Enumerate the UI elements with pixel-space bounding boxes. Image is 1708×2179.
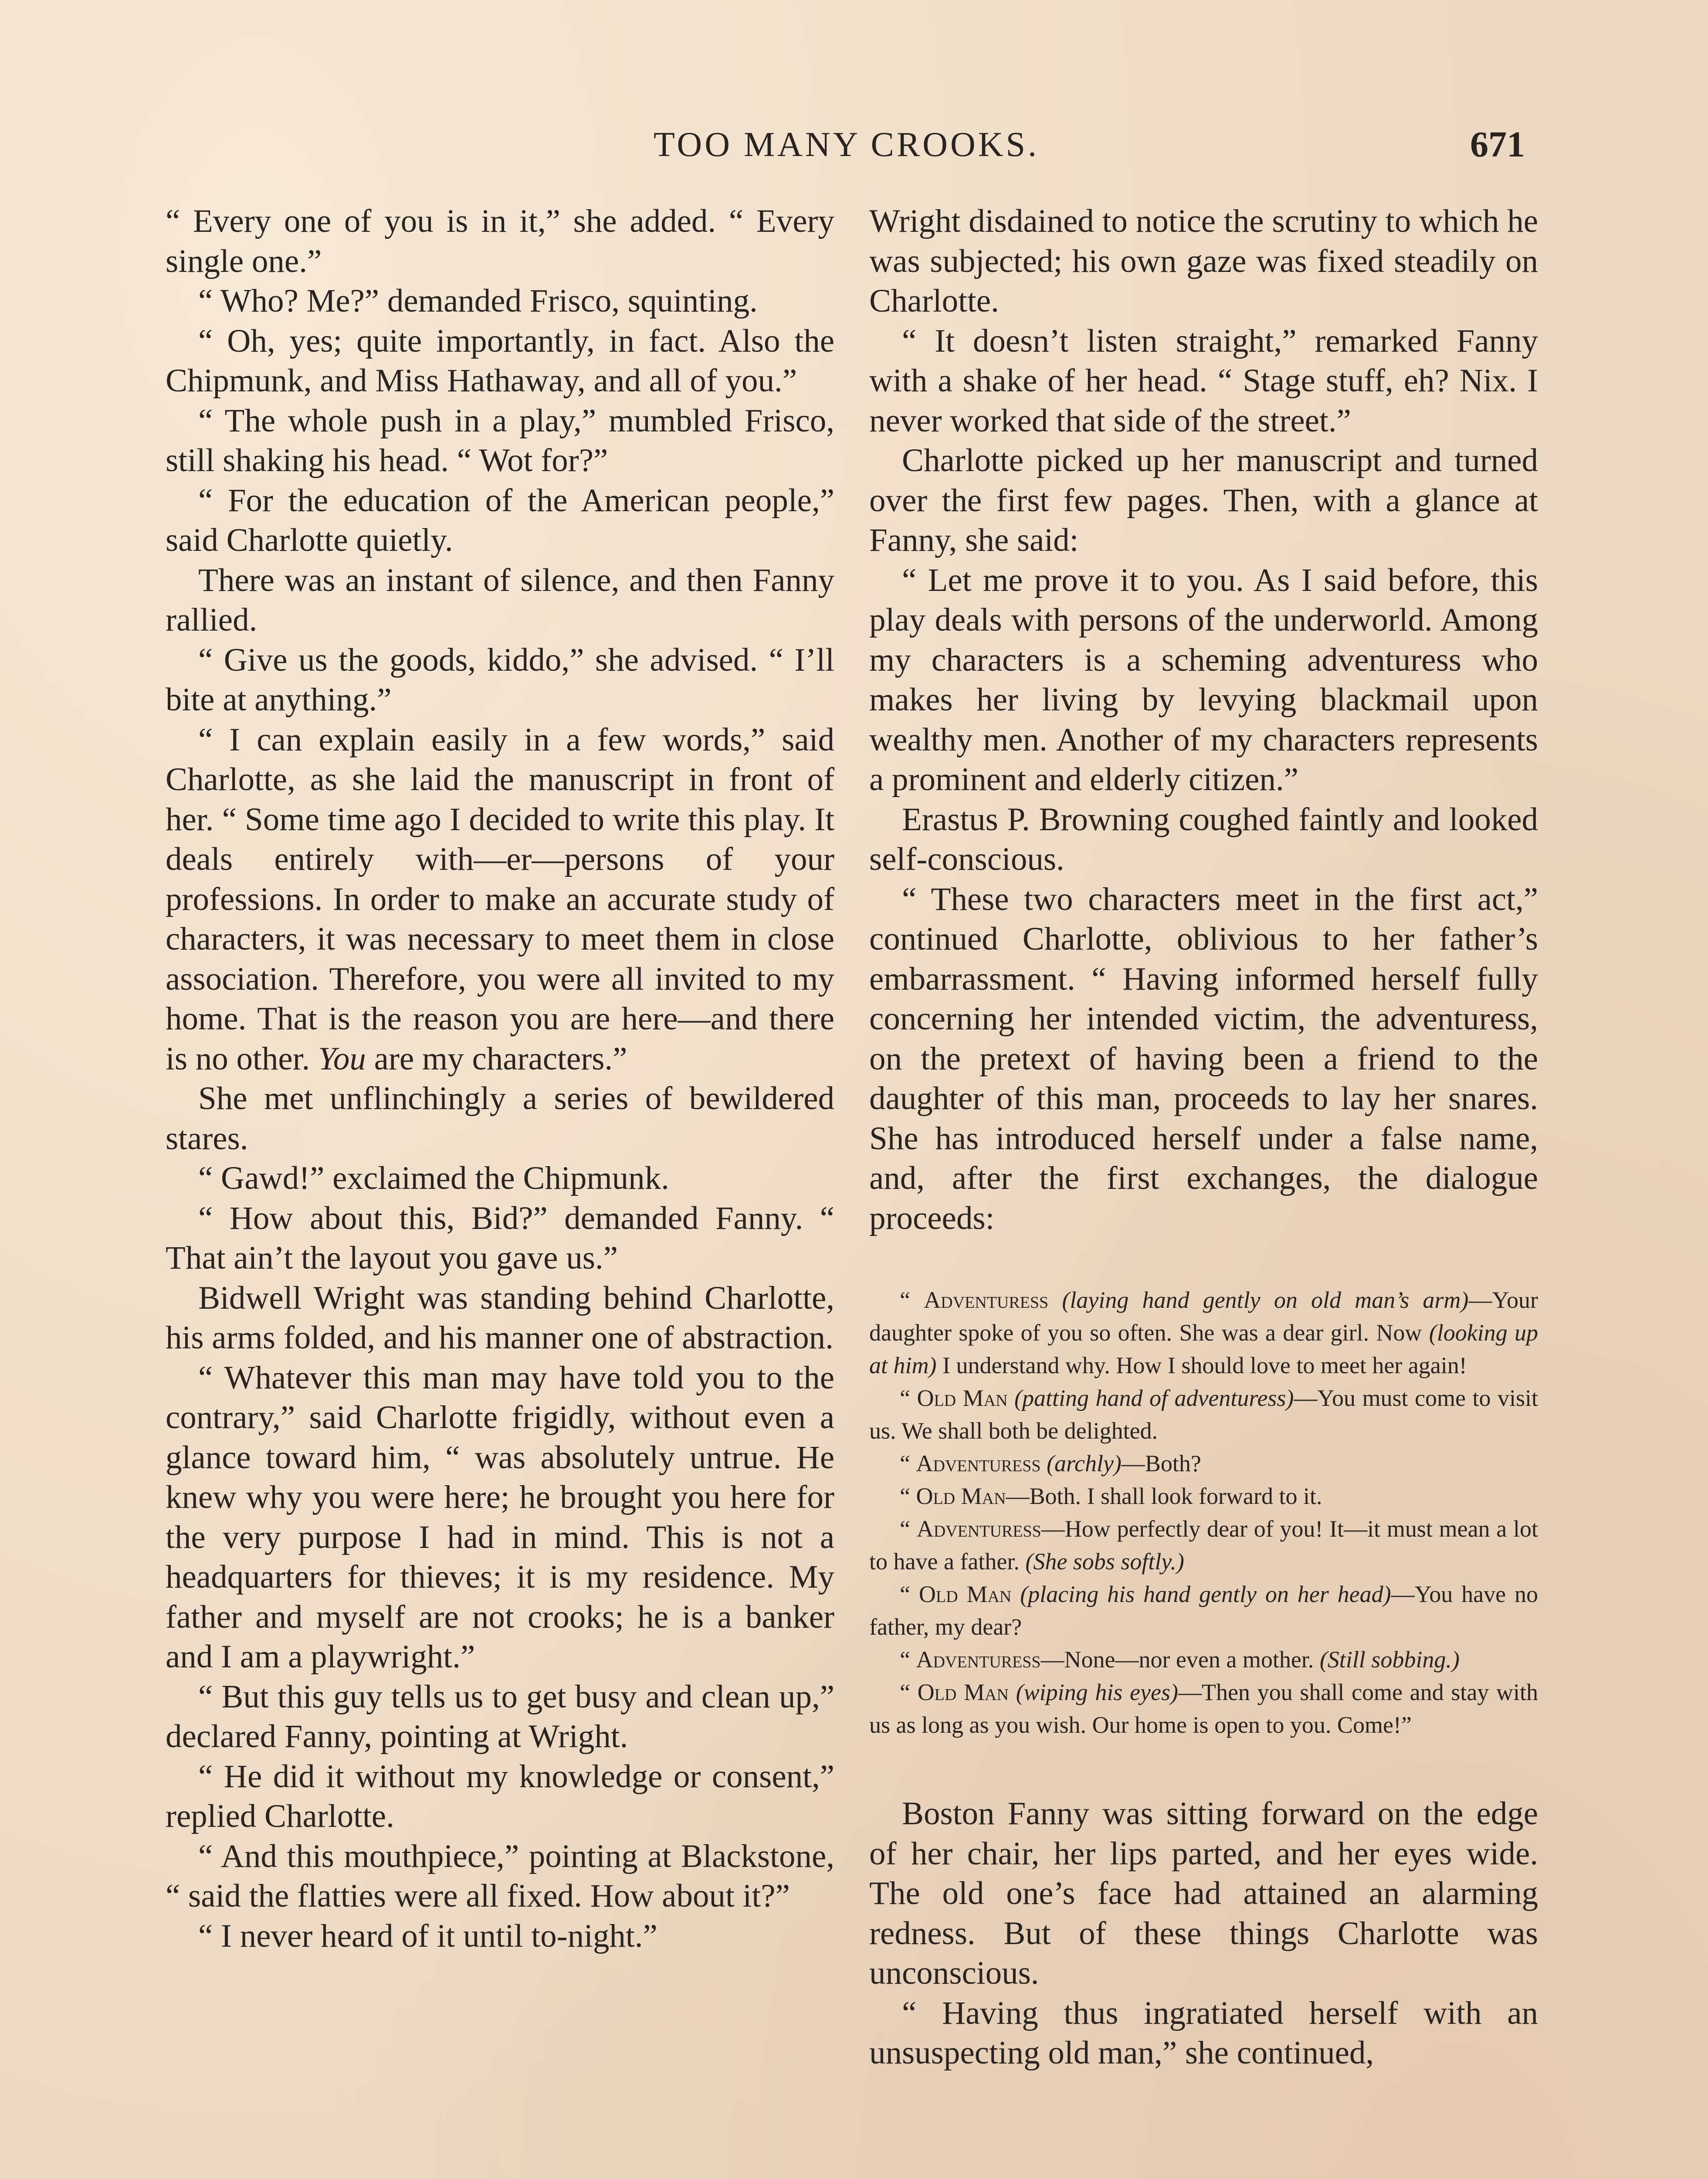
stage-direction: (Still sobbing.) <box>1314 1646 1460 1673</box>
emphasis-word: You <box>318 1040 366 1077</box>
speaker-name: Adventuress <box>916 1516 1041 1542</box>
quote-mark: “ <box>900 1287 924 1313</box>
paragraph: “ Let me prove it to you. As I said before, this play deals with persons of the underworld. Among my characters is a scheming adventuress who makes her living by levying blackmail upon wealthy men. Another of my characters represents a prominent and elderly citizen.” <box>869 562 1538 798</box>
dialogue-line <box>869 1382 1538 1447</box>
paragraph <box>166 720 834 1079</box>
quote-mark: “ <box>900 1450 916 1476</box>
dialogue-line <box>869 1480 1538 1513</box>
paragraph: “ How about this, Bid?” demanded Fanny. “ That ain’t the layout you gave us.” <box>166 1200 834 1276</box>
paragraph: “ But this guy tells us to get busy and clean up,” declared Fanny, pointing at Wright. <box>166 1678 834 1755</box>
paragraph: Bidwell Wright was standing behind Charlotte, his arms folded, and his manner one of abstraction. <box>166 1280 834 1356</box>
paragraph-text: “ I can explain easily in a few words,” said Charlotte, as she laid the manuscript in front of her. “ Some time ago I decided to write this play. It deals entirely with—er—persons of your professions. In order to make an accurate study of characters, it was necessary to meet them in close association. Therefore, you were all invited to my home. That is the reason you are here—and there is no other. <box>166 721 834 1077</box>
stage-direction: (placing his hand gently on her head) <box>1011 1581 1391 1607</box>
dialogue-line <box>869 1643 1538 1676</box>
speaker-name: Old Man <box>916 1483 1006 1509</box>
speaker-name: Adventuress <box>924 1287 1049 1313</box>
spoken-line: —Then you shall come and stay with us as long as you wish. Our home is open to you. Come!” <box>869 1679 1538 1738</box>
paragraph: She met unflinchingly a series of bewildered stares. <box>166 1080 834 1157</box>
paragraph: “ Every one of you is in it,” she added. “ Every single one.” <box>166 203 834 279</box>
paragraph: “ And this mouthpiece,” pointing at Blackstone, “ said the flatties were all fixed. How about it?” <box>166 1838 834 1914</box>
paragraph: “ Oh, yes; quite importantly, in fact. Also the Chipmunk, and Miss Hathaway, and all of you.” <box>166 322 834 399</box>
quote-mark: “ <box>900 1581 919 1607</box>
paragraph: “ These two characters meet in the first act,” continued Charlotte, oblivious to her father’s embarrassment. “ Having informed herself fully concerning her intended victim, the adventuress, on the pretext of having been a friend to the daughter of this man, proceeds to lay her snares. She has introduced herself under a false name, and, after the first exchanges, the dialogue proceeds: <box>869 881 1538 1236</box>
quote-mark: “ <box>900 1385 917 1411</box>
left-column <box>166 201 834 1956</box>
paragraph: “ Who? Me?” demanded Frisco, squinting. <box>198 283 758 319</box>
paragraph: “ Give us the goods, kiddo,” she advised. “ I’ll bite at anything.” <box>166 641 834 718</box>
stage-direction: (laying hand gently on old man’s arm) <box>1048 1287 1469 1313</box>
quote-mark: “ <box>900 1679 918 1705</box>
spoken-line: —Your daughter spoke of you so often. She was a dear girl. Now <box>869 1287 1538 1346</box>
paragraph: Charlotte picked up her manuscript and turned over the first few pages. Then, with a glance at Fanny, she said: <box>869 442 1538 558</box>
stage-direction: (She sobs softly.) <box>1019 1548 1184 1575</box>
quote-mark: “ <box>900 1483 916 1509</box>
play-dialogue <box>869 1284 1538 1741</box>
stage-direction: (looking up at him) <box>869 1320 1538 1378</box>
spoken-line: —You must come to visit us. We shall both be delighted. <box>869 1385 1538 1444</box>
paragraph: Erastus P. Browning coughed faintly and looked self-conscious. <box>869 801 1538 877</box>
speaker-name: Old Man <box>917 1385 1008 1411</box>
dialogue-line <box>869 1513 1538 1578</box>
paragraph: “ I never heard of it until to-night.” <box>198 1918 657 1954</box>
paragraph: “ Gawd!” exclaimed the Chipmunk. <box>198 1160 669 1196</box>
paragraph: “ For the education of the American people,” said Charlotte quietly. <box>166 482 834 558</box>
stage-direction: (wiping his eyes) <box>1008 1679 1178 1705</box>
paragraph: “ The whole push in a play,” mumbled Frisco, still shaking his head. “ Wot for?” <box>166 402 834 479</box>
paragraph-tail: are my characters.” <box>366 1040 627 1077</box>
page-header <box>183 123 1525 175</box>
spoken-line: —You have no father, my dear? <box>869 1581 1538 1640</box>
quote-mark: “ <box>900 1516 917 1542</box>
stage-direction: (patting hand of adventuress) <box>1007 1385 1294 1411</box>
spoken-line: —Both? <box>1121 1450 1201 1476</box>
dialogue-line <box>869 1447 1538 1480</box>
paragraph: “ He did it without my knowledge or consent,” replied Charlotte. <box>166 1758 834 1834</box>
paragraph: “ It doesn’t listen straight,” remarked Fanny with a shake of her head. “ Stage stuff, eh? Nix. I never worked that side of the street.” <box>869 322 1538 439</box>
spoken-line: —How perfectly dear of you! It—it must mean a lot to have a father. <box>869 1516 1538 1575</box>
paragraph: “ Having thus ingratiated herself with an unsuspecting old man,” she continued, <box>869 1995 1538 2071</box>
paragraph: There was an instant of silence, and then Fanny rallied. <box>166 562 834 638</box>
paragraph: Boston Fanny was sitting forward on the edge of her chair, her lips parted, and her eyes wide. The old one’s face had attained an alarming redness. But of these things Charlotte was unconscious. <box>869 1795 1538 1991</box>
speaker-name: Adventuress <box>916 1450 1041 1476</box>
page-number: 671 <box>1470 124 1525 165</box>
quote-mark: “ <box>900 1646 916 1673</box>
dialogue-line <box>869 1578 1538 1643</box>
spoken-line: I understand why. How I should love to meet her again! <box>936 1352 1467 1378</box>
right-column <box>869 201 1538 2073</box>
stage-direction: (archly) <box>1040 1450 1122 1476</box>
dialogue-line <box>869 1284 1538 1382</box>
speaker-name: Old Man <box>917 1679 1009 1705</box>
spoken-line: —Both. I shall look forward to it. <box>1006 1483 1322 1509</box>
speaker-name: Adventuress <box>916 1646 1041 1673</box>
paragraph: “ Whatever this man may have told you to the contrary,” said Charlotte frigidly, without even a glance toward him, “ was absolutely untrue. He knew why you were here; he brought you here for the very purpose I had in mind. This is not a headquarters for thieves; it is my residence. My father and myself are not crooks; he is a banker and I am a playwright.” <box>166 1359 834 1675</box>
dialogue-line <box>869 1676 1538 1741</box>
running-title: TOO MANY CROOKS. <box>654 126 1039 164</box>
speaker-name: Old Man <box>918 1581 1012 1607</box>
paragraph: Wright disdained to notice the scrutiny to which he was subjected; his own gaze was fixed steadily on Charlotte. <box>869 203 1538 319</box>
spoken-line: —None—nor even a mother. <box>1040 1646 1314 1673</box>
